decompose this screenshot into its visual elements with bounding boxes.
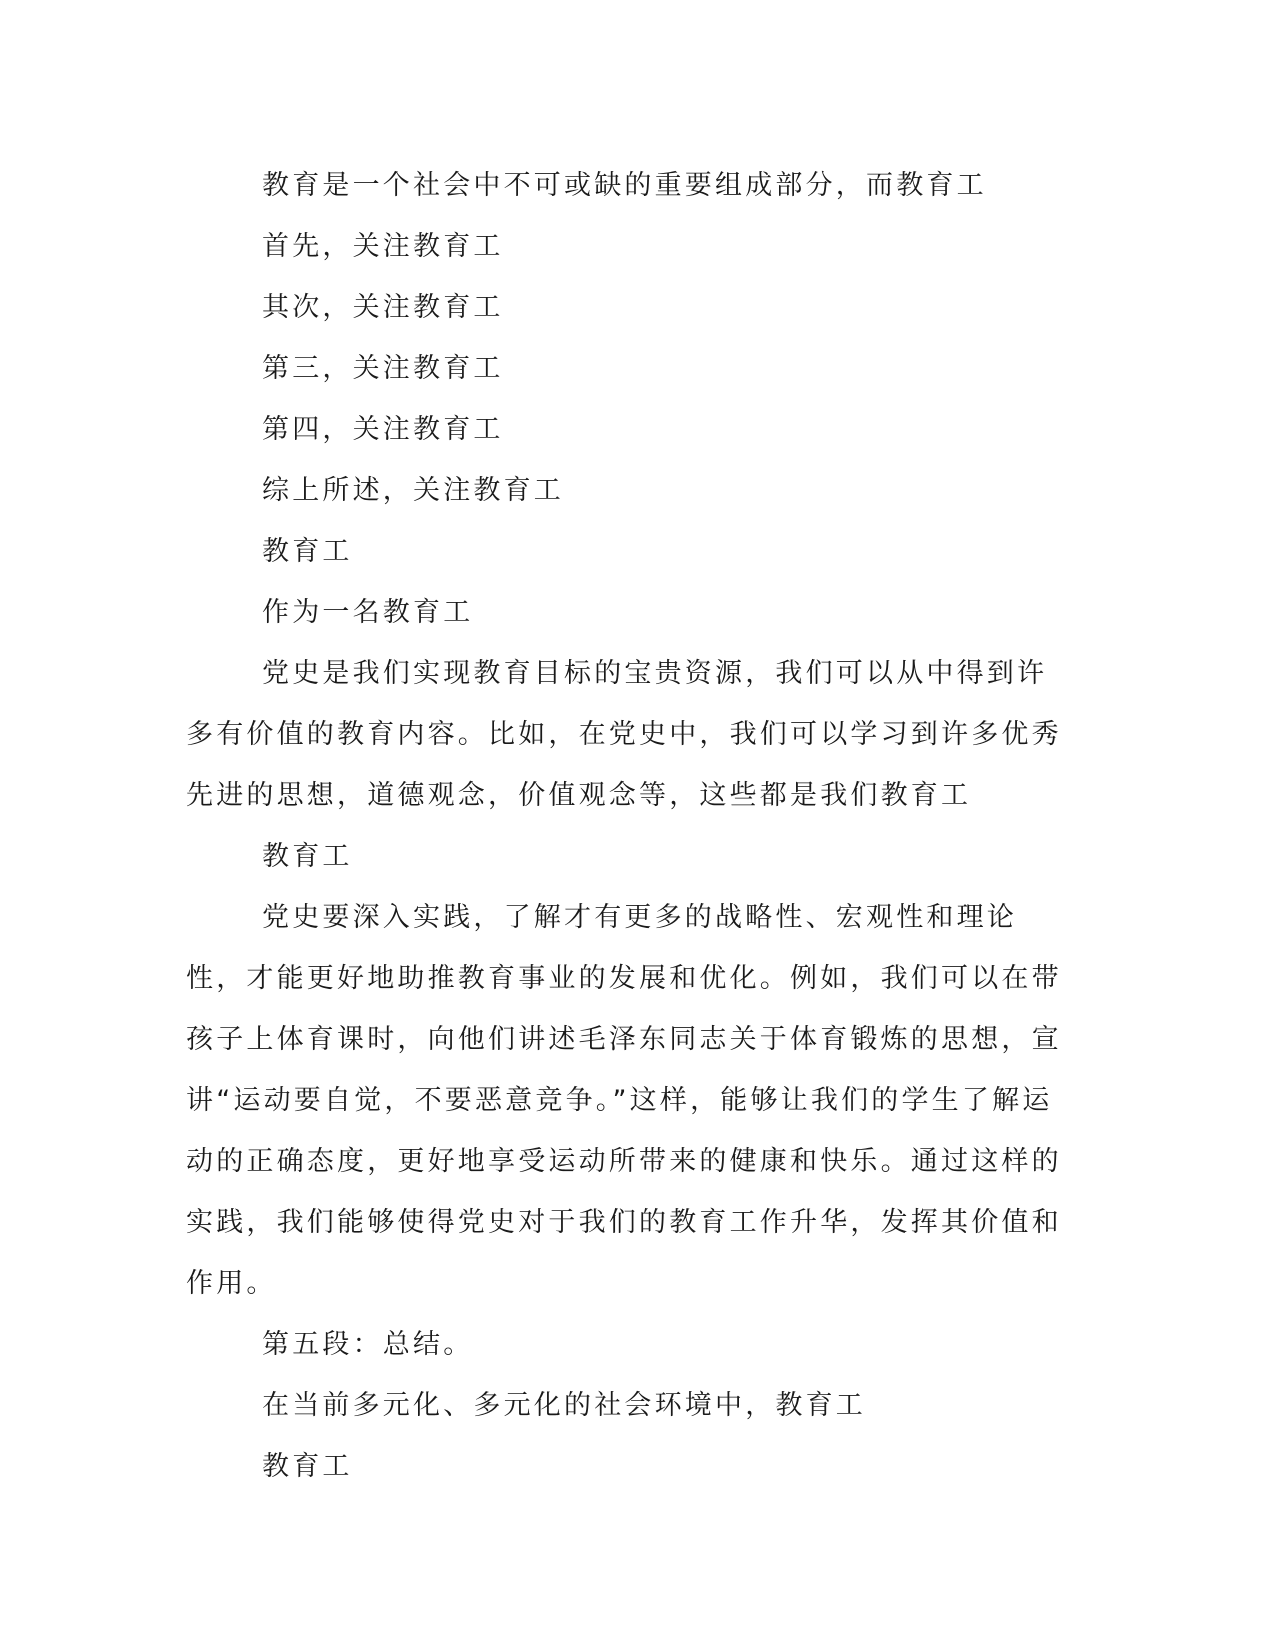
- paragraph-educator-3: 教育工: [262, 1451, 353, 1482]
- paragraph-as-educator: 作为一名教育工: [262, 597, 474, 628]
- paragraph-third: 第三，关注教育工: [262, 353, 504, 384]
- paragraph-diverse-society: 在当前多元化、多元化的社会环境中，教育工: [262, 1390, 866, 1421]
- paragraph-educator-1: 教育工: [262, 536, 353, 567]
- paragraph-section-five-heading: 第五段：总结。: [262, 1329, 474, 1360]
- document-body: [186, 155, 1066, 1497]
- paragraph-party-history-resource: 党史是我们实现教育目标的宝贵资源，我们可以从中得到许多有价值的教育内容。比如，在党史中，我们可以学习到许多优秀先进的思想，道德观念，价值观念等，这些都是我们教育工: [186, 658, 1062, 811]
- paragraph-summary: 综上所述，关注教育工: [262, 475, 564, 506]
- paragraph-second: 其次，关注教育工: [262, 292, 504, 323]
- paragraph-fourth: 第四，关注教育工: [262, 414, 504, 445]
- paragraph-party-history-practice: 党史要深入实践，了解才有更多的战略性、宏观性和理论性，才能更好地助推教育事业的发展和优化。例如，我们可以在带孩子上体育课时，向他们讲述毛泽东同志关于体育锻炼的思想，宣讲“运动要自觉，不要恶意竞争。”这样，能够让我们的学生了解运动的正确态度，更好地享受运动所带来的健康和快乐。通过这样的实践，我们能够使得党史对于我们的教育工作升华，发挥其价值和作用。: [186, 902, 1062, 1299]
- paragraph-intro: 教育是一个社会中不可或缺的重要组成部分，而教育工: [262, 170, 987, 201]
- paragraph-educator-2: 教育工: [262, 841, 353, 872]
- paragraph-first: 首先，关注教育工: [262, 231, 504, 262]
